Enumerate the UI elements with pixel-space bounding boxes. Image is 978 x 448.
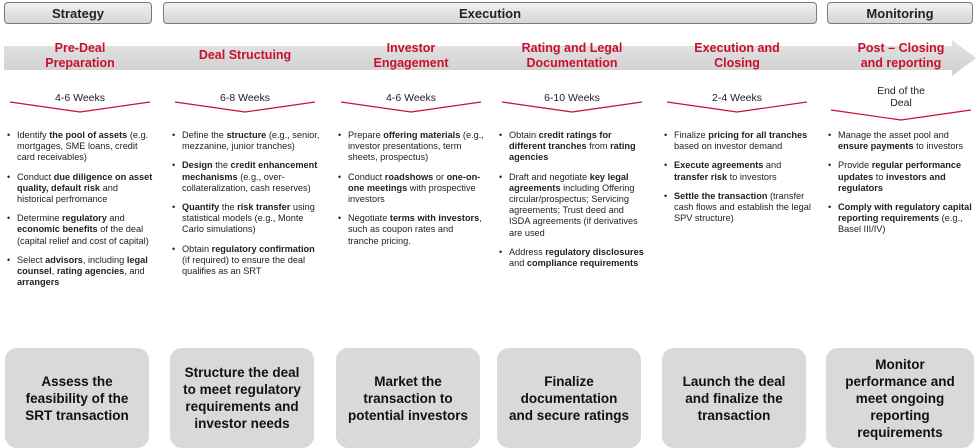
- bullet-text: (e.g., over-collateralization, cash reserves): [182, 171, 311, 193]
- bullet-bold-text: arrangers: [17, 277, 60, 288]
- stage-duration: 6-8 Weeks: [220, 92, 270, 104]
- stage-duration: 4-6 Weeks: [386, 92, 436, 104]
- outcome-box: Monitor performance and meet ongoing reporting requirements: [826, 348, 974, 448]
- bullet-text: Manage the asset pool and: [838, 130, 949, 140]
- bullet-text: Conduct: [348, 171, 385, 182]
- stage-bullets: [7, 130, 155, 296]
- bullet-text: (if required) to ensure the deal qualifies as an SRT: [182, 254, 306, 277]
- bullet-bold-text: ensure payments: [838, 141, 914, 152]
- bullet-bold-text: credit enhancement mechanisms: [182, 160, 318, 182]
- bullet-bold-text: Design: [182, 160, 213, 171]
- bullet-text: including Offering circular/prospectus; Servicing agreements; Trust deed and ISDA agreements (if derivatives are used: [509, 182, 638, 238]
- bullet-item: [172, 130, 320, 152]
- bullet-text: to: [873, 171, 887, 182]
- bullet-text: Provide: [838, 160, 872, 171]
- bullet-bold-text: offering materials: [383, 130, 461, 140]
- bullet-bold-text: one-on-one meetings: [348, 171, 481, 193]
- bullet-text: Select: [17, 254, 46, 265]
- bullet-item: [499, 130, 647, 164]
- bullet-bold-text: economic benefits: [17, 224, 98, 235]
- bullet-text: the: [219, 202, 238, 213]
- stage-bullets: [499, 130, 647, 277]
- bullet-bold-text: terms with investors: [389, 213, 480, 224]
- bullet-text: using statistical models (e.g., Monte Carlo simulations): [182, 202, 315, 235]
- bullet-bold-text: compliance requirements: [526, 258, 639, 269]
- bullet-item: [7, 130, 155, 164]
- bullet-bold-text: due diligence on asset quality, default risk: [17, 171, 153, 193]
- stage-duration: End of the Deal: [877, 85, 925, 109]
- bullet-text: to investors: [727, 171, 777, 182]
- bullet-bold-text: regulatory disclosures: [545, 246, 644, 257]
- stage-title: Pre-Deal Preparation: [45, 41, 115, 70]
- bullet-item: [828, 202, 976, 236]
- outcome-box: Finalize documentation and secure ratings: [497, 348, 641, 448]
- bullet-text: (e.g., Basel III/IV): [838, 213, 963, 235]
- bullet-item: [338, 213, 486, 247]
- phase-label: Monitoring: [866, 5, 934, 21]
- chevron-divider-icon: [5, 100, 155, 114]
- bullet-text: Prepare: [348, 130, 384, 140]
- bullet-item: [338, 172, 486, 206]
- bullet-bold-text: pricing for all tranches: [708, 130, 808, 140]
- stage-bullets: [664, 130, 812, 232]
- outcome-box: Structure the deal to meet regulatory requirements and investor needs: [170, 348, 314, 448]
- bullet-bold-text: credit ratings for different tranches: [509, 130, 612, 152]
- bullet-item: [172, 202, 320, 236]
- bullet-text: Conduct: [17, 171, 54, 182]
- bullet-text: Obtain: [182, 243, 212, 254]
- outcome-box: Launch the deal and finalize the transaction: [662, 348, 806, 448]
- bullet-text: Identify: [17, 130, 50, 140]
- phase-label: Strategy: [51, 5, 105, 21]
- bullet-text: (e.g., senior, mezzanine, junior tranches): [182, 130, 320, 152]
- bullet-text: and: [106, 213, 125, 224]
- bullet-bold-text: risk transfer: [237, 202, 291, 213]
- bullet-text: (transfer cash flows and establish the legal SPV structure): [674, 190, 811, 224]
- stage-duration: 4-6 Weeks: [55, 92, 105, 104]
- stage-title: Post – Closing and reporting: [857, 41, 945, 70]
- phase-execution: [163, 2, 817, 24]
- bullet-text: based on investor demand: [674, 141, 783, 152]
- bullet-bold-text: Execute agreements: [674, 160, 764, 171]
- chevron-divider-icon: [336, 100, 486, 114]
- stage-bullets: [828, 130, 976, 244]
- bullet-item: [7, 255, 155, 289]
- bullet-bold-text: transfer risk: [674, 171, 728, 182]
- stage-title: Rating and Legal Documentation: [521, 41, 623, 70]
- bullet-item: [828, 130, 976, 152]
- bullet-item: [172, 244, 320, 278]
- bullet-text: (e.g., investor presentations, term sheets, prospectus): [348, 130, 484, 163]
- bullet-item: [499, 172, 647, 239]
- phase-label: Execution: [458, 5, 522, 21]
- bullet-bold-text: key legal agreements: [509, 171, 629, 193]
- bullet-item: [664, 191, 812, 225]
- bullet-text: Negotiate: [348, 213, 390, 224]
- bullet-text: Draft and negotiate: [509, 171, 590, 182]
- bullet-item: [7, 172, 155, 206]
- stage-title: Deal Structuing: [198, 48, 292, 62]
- bullet-text: of the deal (capital relief and cost of capital): [17, 224, 149, 246]
- bullet-text: and: [763, 160, 782, 171]
- phase-monitoring: [827, 2, 973, 24]
- bullet-bold-text: legal counsel: [17, 254, 148, 277]
- bullet-text: to investors: [913, 141, 964, 152]
- bullet-text: Address: [509, 246, 546, 257]
- bullet-item: [664, 130, 812, 152]
- bullet-bold-text: Settle the transaction: [674, 190, 768, 201]
- bullet-item: [664, 160, 812, 182]
- bullet-text: , and: [124, 266, 145, 277]
- outcome-box: Assess the feasibility of the SRT transaction: [5, 348, 149, 448]
- bullet-bold-text: structure: [226, 130, 267, 140]
- stage-title: Execution and Closing: [694, 41, 780, 70]
- chevron-divider-icon: [170, 100, 320, 114]
- stage-duration: 2-4 Weeks: [712, 92, 762, 104]
- bullet-text: Determine: [17, 213, 62, 224]
- bullet-bold-text: roadshows: [384, 171, 434, 182]
- bullet-text: Obtain: [509, 130, 539, 140]
- bullet-item: [828, 160, 976, 194]
- bullet-text: ,: [51, 266, 57, 277]
- bullet-bold-text: rating agencies: [509, 141, 636, 163]
- bullet-bold-text: regulatory confirmation: [211, 243, 315, 254]
- phase-strategy: [4, 2, 152, 24]
- bullet-text: or: [433, 171, 447, 182]
- bullet-text: , such as coupon rates and tranche pricing.: [348, 213, 482, 246]
- stage-bullets: [338, 130, 486, 255]
- bullet-text: Finalize: [674, 130, 709, 140]
- bullet-text: and historical perfromance: [17, 182, 118, 205]
- bullet-bold-text: Quantify: [182, 202, 220, 213]
- bullet-text: with prospective investors: [348, 182, 476, 205]
- bullet-item: [338, 130, 486, 164]
- bullet-bold-text: regulatory: [61, 213, 107, 224]
- bullet-bold-text: regular performance updates: [838, 160, 962, 182]
- bullet-item: [499, 247, 647, 269]
- bullet-bold-text: the pool of assets: [49, 130, 128, 140]
- bullet-bold-text: Comply with regulatory capital reporting requirements: [838, 202, 972, 224]
- bullet-text: and: [509, 258, 527, 269]
- bullet-bold-text: rating agencies: [56, 266, 125, 277]
- bullet-bold-text: investors and regulators: [838, 171, 946, 193]
- stage-duration: 6-10 Weeks: [544, 92, 600, 104]
- stage-bullets: [172, 130, 320, 285]
- bullet-item: [172, 160, 320, 194]
- bullet-text: , including: [82, 254, 127, 265]
- bullet-text: the: [212, 160, 231, 171]
- bullet-text: (e.g. mortgages, SME loans, credit card receivables): [17, 130, 149, 163]
- outcome-box: Market the transaction to potential investors: [336, 348, 480, 448]
- chevron-divider-icon: [497, 100, 647, 114]
- chevron-divider-icon: [826, 108, 976, 122]
- bullet-text: from: [586, 141, 611, 152]
- bullet-bold-text: advisors: [45, 254, 83, 265]
- bullet-text: Define the: [182, 130, 227, 140]
- chevron-divider-icon: [662, 100, 812, 114]
- bullet-item: [7, 213, 155, 247]
- stage-title: Investor Engagement: [373, 41, 449, 70]
